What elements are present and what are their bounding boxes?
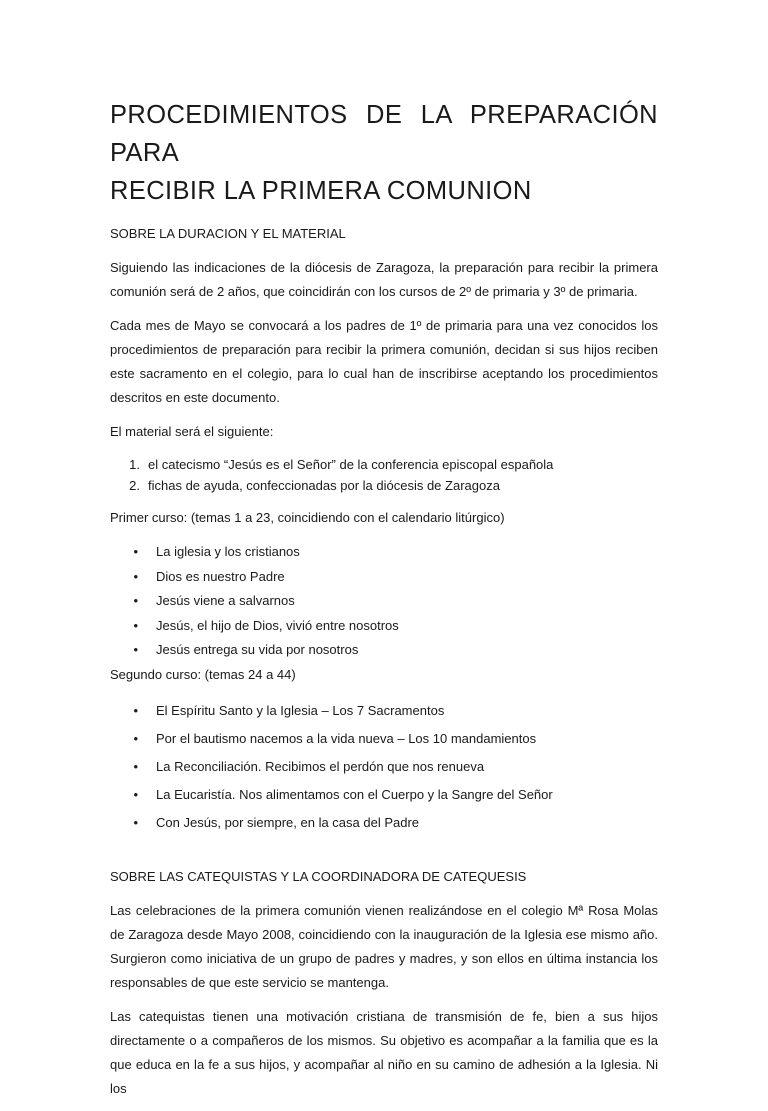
paragraph-catequistas: Las catequistas tienen una motivación cristiana de transmisión de fe, bien a sus hijos directamente o a compañeros de los mismos. Su objetivo es acompañar a la familia que es la que educa en la fe a sus hijos, y acompañar al niño en su camino de adhesión a la Iglesia. Ni los <box>110 1008 658 1096</box>
list-item-text: el catecismo “Jesús es el Señor” de la conferencia episcopal española <box>148 457 554 472</box>
second-course-intro: Segundo curso: (temas 24 a 44) <box>110 666 296 682</box>
list-item <box>110 565 658 590</box>
section-heading-duracion: SOBRE LA DURACION Y EL MATERIAL <box>110 226 346 241</box>
list-item-text: El Espíritu Santo y la Iglesia – Los 7 Sacramentos <box>156 702 445 718</box>
list-item-text: Jesús, el hijo de Dios, vivió entre nosotros <box>156 617 399 633</box>
document-body <box>110 96 658 1111</box>
list-item <box>110 753 658 781</box>
first-course-list <box>110 540 658 663</box>
list-item-text: fichas de ayuda, confeccionadas por la diócesis de Zaragoza <box>148 478 500 493</box>
list-item-text: Con Jesús, por siempre, en la casa del Padre <box>156 814 420 830</box>
material-intro: El material será el siguiente: <box>110 424 274 439</box>
list-item-text: Por el bautismo nacemos a la vida nueva – Los 10 mandamientos <box>156 730 537 746</box>
paragraph-inscripcion: Cada mes de Mayo se convocará a los padres de 1º de primaria para una vez conocidos los procedimientos de preparación para recibir la primera comunión, decidan si sus hijos reciben este sacramento en el colegio, para lo cual han de inscribirse aceptando los procedimientos descritos en este documento. <box>110 318 658 405</box>
document-title <box>110 96 658 210</box>
list-item-text: La iglesia y los cristianos <box>156 544 300 559</box>
bullet-icon: • <box>133 593 138 608</box>
title-line-1: PROCEDIMIENTOS DE LA PREPARACIÓN PARA <box>110 101 658 167</box>
list-item <box>110 475 658 496</box>
list-item-text: La Eucaristía. Nos alimentamos con el Cuerpo y la Sangre del Señor <box>156 786 553 802</box>
bullet-icon: • <box>133 786 138 802</box>
bullet-icon: • <box>133 702 138 718</box>
title-line-2: RECIBIR LA PRIMERA COMUNION <box>110 177 532 205</box>
bullet-icon: • <box>133 568 138 584</box>
section-heading-catequistas: SOBRE LAS CATEQUISTAS Y LA COORDINADORA DE CATEQUESIS <box>110 868 527 884</box>
paragraph-historia: Las celebraciones de la primera comunión vienen realizándose en el colegio Mª Rosa Molas de Zaragoza desde Mayo 2008, coincidiendo con la inauguración de la Iglesia ese mismo año. Surgieron como iniciativa de un grupo de padres y madres, y son ellos en última instancia los responsables de que este servicio se mantenga. <box>110 902 658 990</box>
material-list <box>110 454 658 496</box>
list-number: 1. <box>129 457 140 472</box>
list-item <box>110 638 658 663</box>
bullet-icon: • <box>133 642 138 657</box>
list-item <box>110 697 658 725</box>
list-item <box>110 589 658 614</box>
bullet-icon: • <box>133 544 138 559</box>
list-number: 2. <box>129 478 140 493</box>
list-item <box>110 540 658 565</box>
bullet-icon: • <box>133 730 138 746</box>
list-item <box>110 614 658 639</box>
list-item-text: Jesús viene a salvarnos <box>156 593 295 608</box>
bullet-icon: • <box>133 814 138 830</box>
list-item-text: La Reconciliación. Recibimos el perdón que nos renueva <box>156 758 485 774</box>
bullet-icon: • <box>133 617 138 633</box>
list-item <box>110 725 658 753</box>
list-item-text: Jesús entrega su vida por nosotros <box>156 642 359 657</box>
paragraph-duracion: Siguiendo las indicaciones de la diócesis de Zaragoza, la preparación para recibir la primera comunión será de 2 años, que coincidirán con los cursos de 2º de primaria y 3º de primaria. <box>110 260 658 299</box>
first-course-intro: Primer curso: (temas 1 a 23, coincidiendo con el calendario litúrgico) <box>110 510 505 525</box>
list-item-text: Dios es nuestro Padre <box>156 568 285 584</box>
list-item <box>110 781 658 809</box>
bullet-icon: • <box>133 758 138 774</box>
second-course-list <box>110 697 658 837</box>
list-item <box>110 454 658 475</box>
list-item <box>110 809 658 837</box>
